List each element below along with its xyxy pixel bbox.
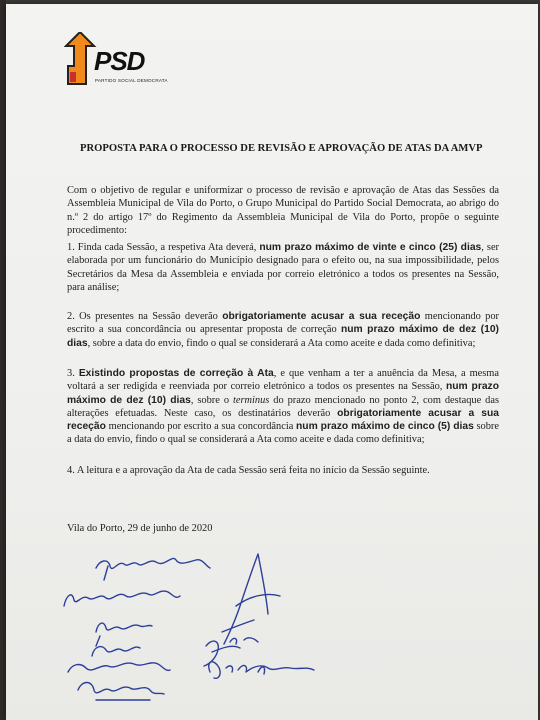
logo-wordmark: PSD [94, 46, 145, 76]
signature-9 [209, 662, 314, 679]
psd-logo [64, 32, 174, 88]
signature-3 [96, 623, 152, 646]
paragraph-1: 1. Finda cada Sessão, a respetiva Ata deverá, num prazo máximo de vinte e cinco (25) dias, ser elaborada por um funcionário do Município designado para o efeito ou, na sua impossibilidade, pelos Secretários da Mesa da Assembleia e enviada por correio eletrónico a todos os presentes na Sessão, para análise; [67, 242, 500, 293]
signature-4 [92, 647, 140, 656]
logo-subtitle: PARTIDO SOCIAL DEMOCRATA [95, 78, 168, 83]
document-title: PROPOSTA PARA O PROCESSO DE REVISÃO E APROVAÇÃO DE ATAS DA AMVP [80, 143, 483, 154]
intro-paragraph: Com o objetivo de regular e uniformizar o processo de revisão e aprovação de Atas das Sessões da Assembleia Municipal de Vila do Porto, o Grupo Municipal do Partido Social Democrata, ao abrigo do n.º 2 do artigo 17º do Regimento da Assembleia Municipal de Vila do Porto, propõe o seguinte procedimento: [67, 185, 499, 236]
signature-6 [78, 683, 164, 701]
paragraph-2: 2. Os presentes na Sessão deverão obrigatoriamente acusar a sua receção mencionando por escrito a sua concordância ou apresentar proposta de correção num prazo máximo de dez (10) dias, sobre a data do envio, findo o qual se considerará a Ata como aceite e dada como definitiva; [67, 311, 500, 349]
document-date: Vila do Porto, 29 de junho de 2020 [67, 523, 213, 534]
signature-2 [64, 591, 180, 606]
signature-5 [68, 663, 170, 672]
paragraph-4: 4. A leitura e a aprovação da Ata de cada Sessão será feita no início da Sessão seguinte. [67, 465, 430, 476]
paragraph-3: 3. Existindo propostas de correção à Ata, e que venham a ter a anuência da Mesa, a mesma voltará a ser redigida e reenviada por correio eletrónico a todos os presentes na Sessão, num prazo máximo de dez (10) dias, sobre o terminus do prazo mencionado no ponto 2, com destaque das alterações efetuadas. Neste caso, os destinatários deverão obrigatoriamente acusar a sua receção mencionando por escrito a sua concordância num prazo máximo de cinco (5) dias sobre a data do envio, findo o qual se considerará a Ata como aceite e dada como definitiva; [67, 368, 500, 446]
signature-1 [96, 558, 210, 580]
psd-arrow-icon [64, 32, 98, 86]
signature-7 [222, 554, 280, 644]
signatures-area [0, 540, 540, 720]
